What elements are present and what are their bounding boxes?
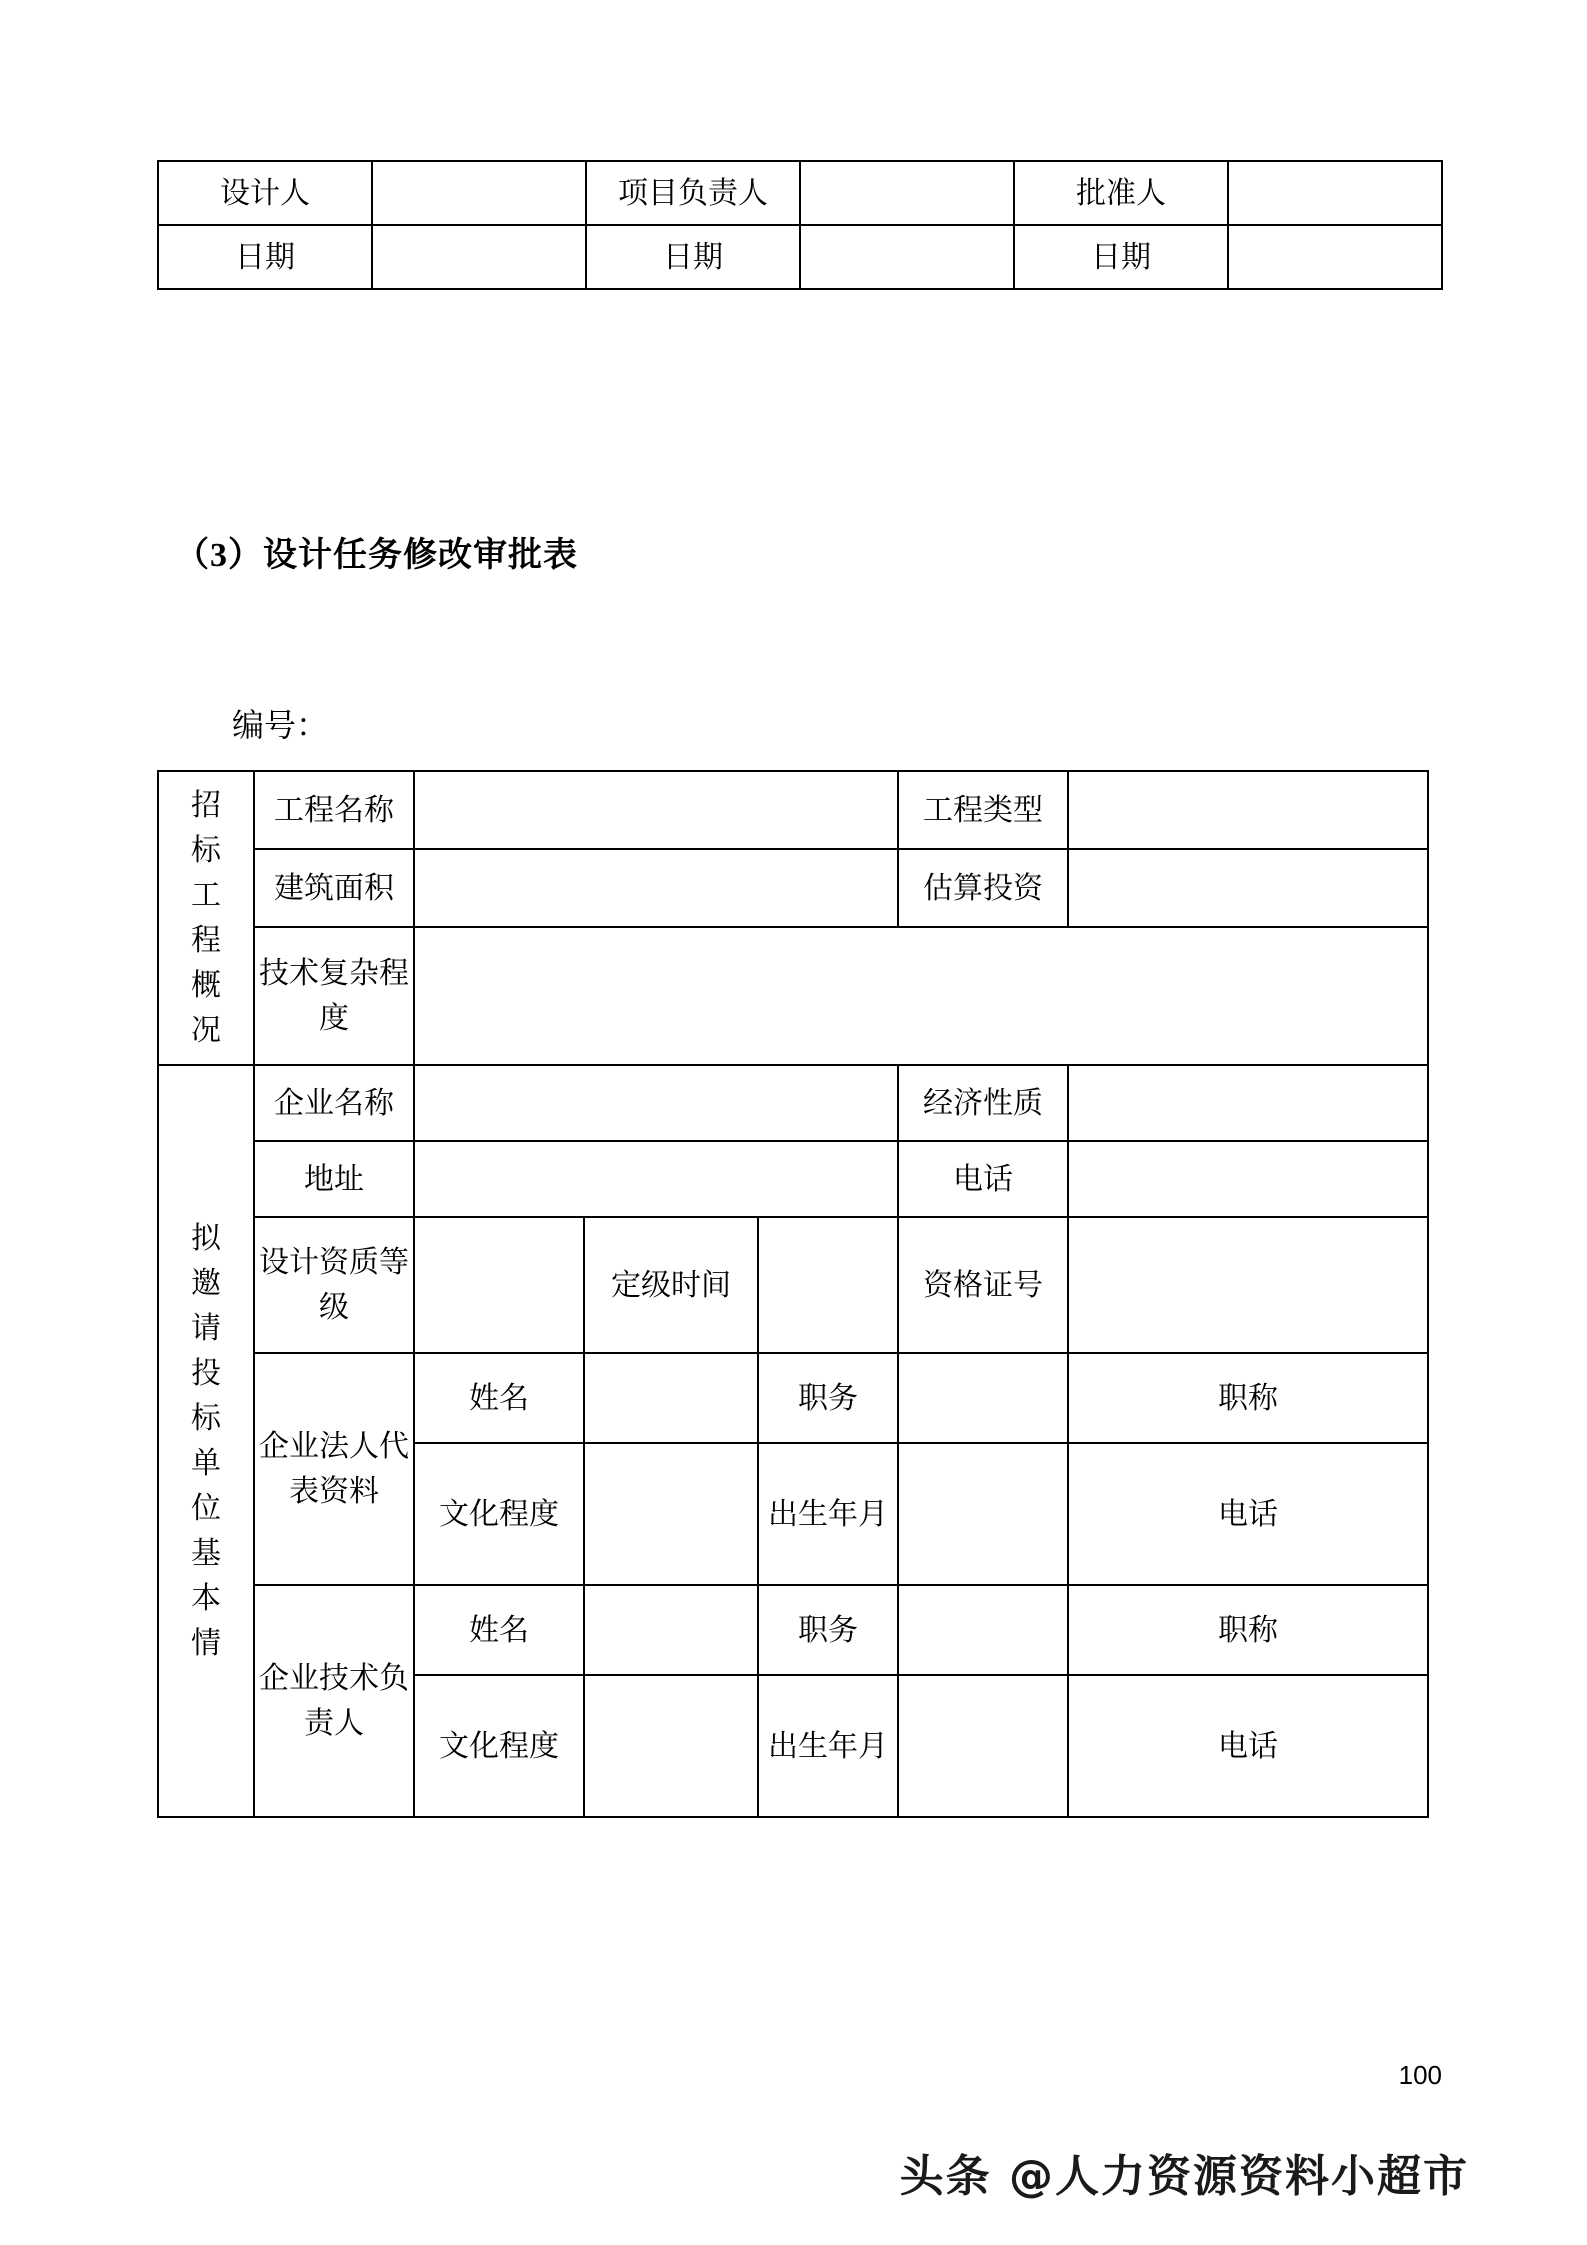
legal-representative-label: 企业法人代表资料	[254, 1353, 414, 1585]
table-row	[158, 771, 1428, 849]
floor-area-label: 建筑面积	[254, 849, 414, 927]
project-type-value[interactable]	[1068, 771, 1428, 849]
designer-value[interactable]	[372, 161, 586, 225]
section-heading: （3）设计任务修改审批表	[175, 537, 578, 574]
table-row	[158, 161, 1442, 225]
technical-complexity-label: 技术复杂程度	[254, 927, 414, 1065]
tech-lead-education-value[interactable]	[584, 1675, 758, 1817]
tech-lead-title-label: 职称	[1068, 1585, 1428, 1675]
tech-lead-name-label: 姓名	[414, 1585, 584, 1675]
design-qualification-level-label: 设计资质等级	[254, 1217, 414, 1353]
address-label: 地址	[254, 1141, 414, 1217]
table-row	[158, 927, 1428, 1065]
company-name-value[interactable]	[414, 1065, 898, 1141]
project-type-label: 工程类型	[898, 771, 1068, 849]
legal-rep-position-label: 职务	[758, 1353, 898, 1443]
technical-complexity-value[interactable]	[414, 927, 1428, 1065]
legal-rep-birthdate-value[interactable]	[898, 1443, 1068, 1585]
phone-value[interactable]	[1068, 1141, 1428, 1217]
vchar: 投	[191, 1357, 221, 1390]
phone-label: 电话	[898, 1141, 1068, 1217]
company-name-label: 企业名称	[254, 1065, 414, 1141]
tech-lead-position-label: 职务	[758, 1585, 898, 1675]
section-label-invited-bidder-info	[158, 1065, 254, 1817]
project-name-label: 工程名称	[254, 771, 414, 849]
approver-label: 批准人	[1014, 161, 1228, 225]
designer-label: 设计人	[158, 161, 372, 225]
legal-rep-phone-label: 电话	[1068, 1443, 1428, 1585]
signature-table	[157, 160, 1443, 290]
legal-rep-education-label: 文化程度	[414, 1443, 584, 1585]
estimated-investment-value[interactable]	[1068, 849, 1428, 927]
table-row	[158, 225, 1442, 289]
designer-date-value[interactable]	[372, 225, 586, 289]
vchar: 本	[191, 1582, 221, 1615]
vchar: 拟	[191, 1222, 221, 1255]
tech-lead-position-value[interactable]	[898, 1585, 1068, 1675]
vchar: 基	[191, 1537, 221, 1570]
designer-date-label: 日期	[158, 225, 372, 289]
page-number: 100	[1398, 2060, 1442, 2090]
legal-rep-name-label: 姓名	[414, 1353, 584, 1443]
tech-lead-education-label: 文化程度	[414, 1675, 584, 1817]
vchar: 况	[191, 1014, 221, 1047]
table-row	[158, 1585, 1428, 1675]
grading-date-label: 定级时间	[584, 1217, 758, 1353]
grading-date-value[interactable]	[758, 1217, 898, 1353]
tech-lead-birthdate-label: 出生年月	[758, 1675, 898, 1817]
legal-rep-education-value[interactable]	[584, 1443, 758, 1585]
legal-rep-position-value[interactable]	[898, 1353, 1068, 1443]
economic-nature-value[interactable]	[1068, 1065, 1428, 1141]
serial-number-label: 编号：	[232, 707, 329, 743]
project-lead-value[interactable]	[800, 161, 1014, 225]
table-row	[158, 1353, 1428, 1443]
qualification-cert-no-value[interactable]	[1068, 1217, 1428, 1353]
approver-date-value[interactable]	[1228, 225, 1442, 289]
table-row	[158, 849, 1428, 927]
tech-lead-name-value[interactable]	[584, 1585, 758, 1675]
legal-rep-birthdate-label: 出生年月	[758, 1443, 898, 1585]
vchar: 标	[191, 1402, 221, 1435]
project-name-value[interactable]	[414, 771, 898, 849]
approval-form-table	[157, 770, 1429, 1818]
estimated-investment-label: 估算投资	[898, 849, 1068, 927]
floor-area-value[interactable]	[414, 849, 898, 927]
vchar: 请	[191, 1312, 221, 1345]
design-qualification-level-value[interactable]	[414, 1217, 584, 1353]
technical-lead-label: 企业技术负责人	[254, 1585, 414, 1817]
qualification-cert-no-label: 资格证号	[898, 1217, 1068, 1353]
table-row	[158, 1065, 1428, 1141]
tech-lead-birthdate-value[interactable]	[898, 1675, 1068, 1817]
table-row	[158, 1217, 1428, 1353]
vchar: 位	[191, 1492, 221, 1525]
tech-lead-phone-label: 电话	[1068, 1675, 1428, 1817]
economic-nature-label: 经济性质	[898, 1065, 1068, 1141]
vchar: 单	[191, 1447, 221, 1480]
vchar: 邀	[191, 1267, 221, 1300]
vchar: 工	[191, 879, 221, 912]
watermark-text: 头条 @人力资源资料小超市	[899, 2151, 1469, 2202]
approver-date-label: 日期	[1014, 225, 1228, 289]
vchar: 情	[191, 1627, 221, 1660]
vchar: 程	[191, 924, 221, 957]
vchar: 标	[191, 834, 221, 867]
project-lead-date-label: 日期	[586, 225, 800, 289]
approver-value[interactable]	[1228, 161, 1442, 225]
vchar: 招	[191, 789, 221, 822]
vchar: 概	[191, 969, 221, 1002]
address-value[interactable]	[414, 1141, 898, 1217]
legal-rep-name-value[interactable]	[584, 1353, 758, 1443]
project-lead-label: 项目负责人	[586, 161, 800, 225]
table-row	[158, 1141, 1428, 1217]
project-lead-date-value[interactable]	[800, 225, 1014, 289]
section-label-bid-project-overview	[158, 771, 254, 1065]
legal-rep-title-label: 职称	[1068, 1353, 1428, 1443]
